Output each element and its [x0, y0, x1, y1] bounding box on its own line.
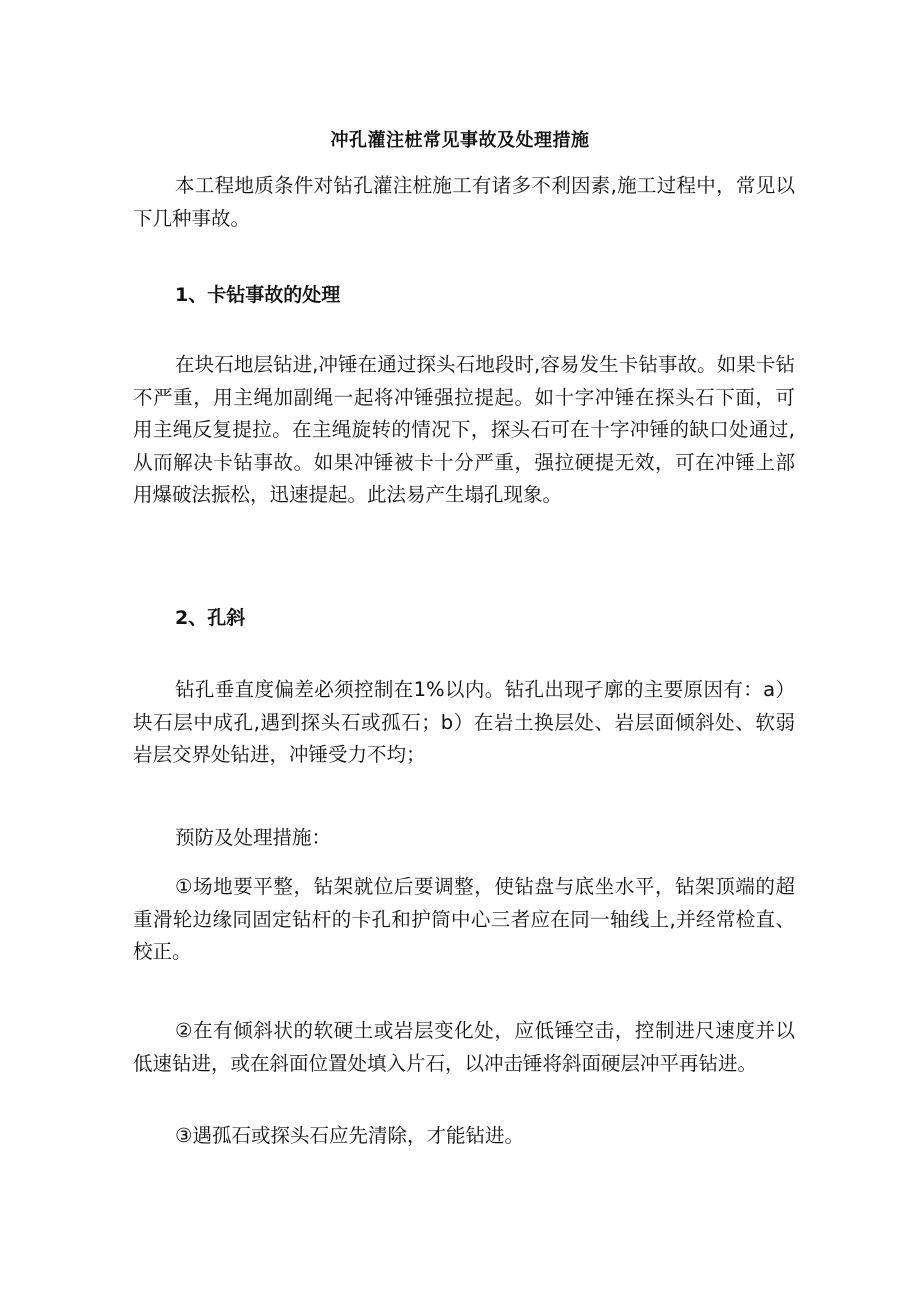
section-2-paragraph-measure-1: ①场地要平整，钻架就位后要调整，使钻盘与底坐水平，钻架顶端的超重滑轮边缘同固定钻杆的卡孔和护筒中心三者应在同一轴线上,并经常检直、校正。	[133, 875, 795, 963]
section-1-paragraph: 在块石地层钻进,冲锤在通过探头石地段时,容易发生卡钻事故。如果卡钻不严重，用主绳加副绳一起将冲锤强拉提起。如十字冲锤在探头石下面，可用主绳反复提拉。在主绳旋转的情况下，探头石可在十字冲锤的缺口处通过,从而解决卡钻事故。如果冲锤被卡十分严重，强拉硬提无效，可在冲锤上部用爆破法振松，迅速提起。此法易产生塌孔现象。	[133, 353, 795, 506]
section-heading-1: 1、卡钻事故的处理	[175, 284, 341, 306]
section-2-paragraph-measure-2: ②在有倾斜状的软硬土或岩层变化处，应低锤空击，控制进尺速度并以低速钻进，或在斜面位置处填入片石，以冲击锤将斜面硬层冲平再钻进。	[133, 1019, 795, 1075]
section-2-paragraph-measures-label: 预防及处理措施：	[175, 826, 332, 849]
section-heading-2: 2、孔斜	[175, 607, 246, 629]
section-2-paragraph-measure-3: ③遇孤石或探头石应先清除，才能钻进。	[175, 1124, 524, 1147]
intro-paragraph: 本工程地质条件对钻孔灌注桩施工有诸多不利因素,施工过程中，常见以下几种事故。	[133, 174, 795, 230]
section-2-paragraph-causes: 钻孔垂直度偏差必须控制在1%以内。钻孔出现孑廓的主要原因有：a）块石层中成孔,遇到探头石或孤石；b）在岩土换层处、岩层面倾斜处、软弱岩层交界处钻进，冲锤受力不均；	[133, 678, 795, 766]
page-title: 冲孔灌注桩常见事故及处理措施	[330, 130, 590, 151]
